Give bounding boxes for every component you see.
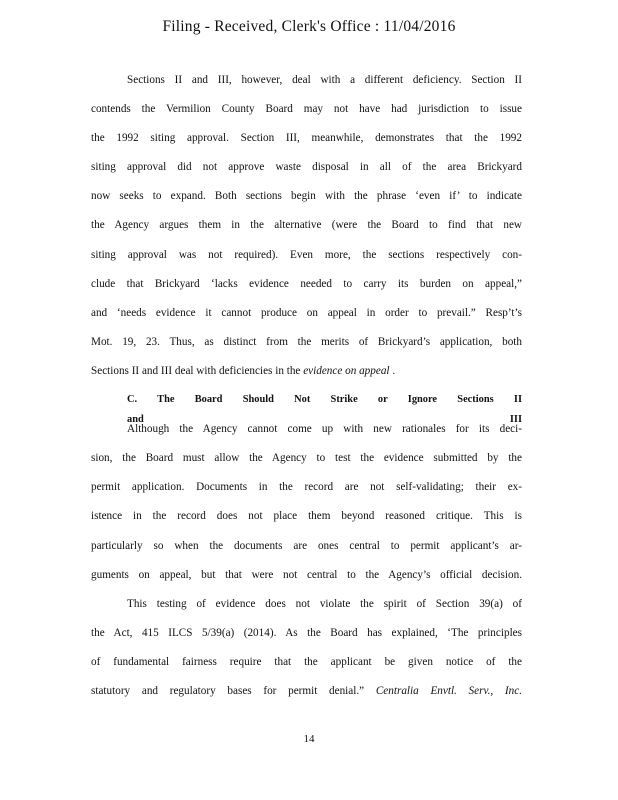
- body-line-14: sion, the Board must allow the Agency to test the evidence submitted by the: [91, 452, 522, 465]
- body-line-9: and ‘needs evidence it cannot produce on appeal in order to prevail.” Resp’t’s: [91, 306, 522, 319]
- page-number: 14: [303, 733, 315, 745]
- body-line-7: siting approval was not required). Even more, the sections respectively con-: [91, 248, 522, 261]
- body-line-18: guments on appeal, but that were not central to the Agency’s official decision.: [91, 568, 522, 581]
- line-11-end: .: [389, 364, 396, 377]
- body-line-15: permit application. Documents in the record are not self-validating; their ex-: [91, 481, 522, 494]
- body-line-11: [91, 361, 522, 390]
- body-line-6: the Agency argues them in the alternative (were the Board to find that new: [91, 219, 522, 232]
- body-line-22: [91, 681, 522, 710]
- body-line-16: istence in the record does not place them beyond reasoned critique. This is: [91, 510, 522, 523]
- line-22-text: statutory and regulatory bases for permit denial.”: [91, 684, 376, 697]
- line-11-text: Sections II and III deal with deficiencies in the: [91, 364, 304, 377]
- body-line-20: the Act, 415 ILCS 5/39(a) (2014). As the Board has explained, ‘The principles: [91, 626, 522, 639]
- body-line-5: now seeks to expand. Both sections begin with the phrase ‘even if’ to indicate: [91, 190, 522, 203]
- body-line-3: the 1992 siting approval. Section III, meanwhile, demonstrates that the 1992: [91, 132, 522, 145]
- body-line-17: particularly so when the documents are ones central to permit applicant’s ar-: [91, 539, 522, 552]
- filing-header: Filing - Received, Clerk's Office : 11/04/2016: [162, 18, 456, 35]
- body-line-2: contends the Vermilion County Board may not have had jurisdiction to issue: [91, 103, 522, 116]
- line-22-citation: Centralia Envtl. Serv., Inc.: [375, 684, 522, 697]
- line-11-emphasis: evidence on appeal: [303, 364, 390, 377]
- body-line-10: Mot. 19, 23. Thus, as distinct from the merits of Brickyard’s application, both: [91, 335, 522, 348]
- body-line-4: siting approval did not approve waste disposal in all of the area Brickyard: [91, 161, 522, 174]
- document-body: [91, 70, 522, 710]
- body-line-19: This testing of evidence does not violate the spirit of Section 39(a) of: [127, 597, 522, 610]
- body-line-13: Although the Agency cannot come up with new rationales for its deci-: [127, 423, 522, 436]
- body-line-21: of fundamental fairness require that the applicant be given notice of the: [91, 655, 522, 668]
- body-line-8: clude that Brickyard ‘lacks evidence needed to carry its burden on appeal,”: [91, 277, 522, 290]
- section-heading-c: C. The Board Should Not Strike or Ignore Sections II and III: [127, 394, 522, 426]
- body-line-1: Sections II and III, however, deal with a different deficiency. Section II: [127, 74, 522, 86]
